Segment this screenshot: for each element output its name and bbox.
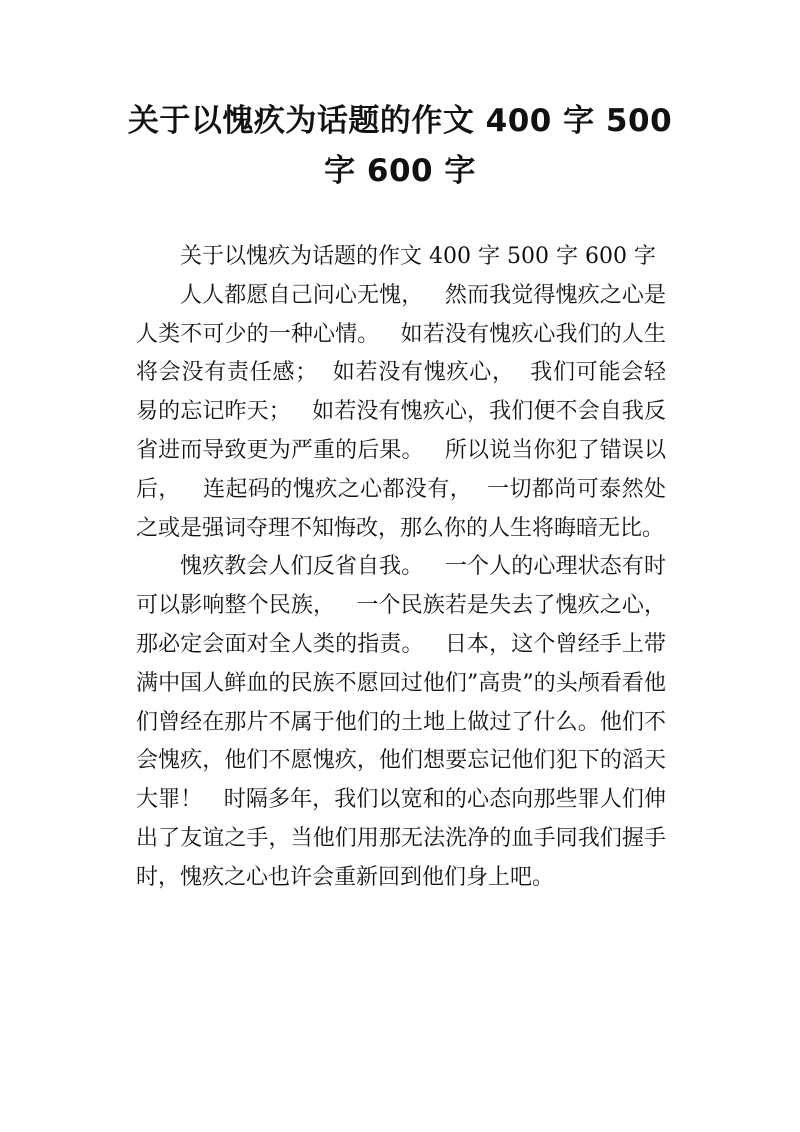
title-line-1: 关于以愧疚为话题的作文 400 字 500	[127, 103, 673, 139]
paragraph-subtitle: 关于以愧疚为话题的作文 400 字 500 字 600 字	[180, 244, 656, 269]
title-line-2: 字 600 字	[324, 153, 476, 189]
document-title	[120, 96, 680, 196]
paragraph-2: 愧疚教会人们反省自我。 一个人的心理状态有时可以影响整个民族， 一个民族若是失去了愧疚之心，那必定会面对全人类的指责。 日本，这个曾经手上带满中国人鲜血的民族不愿回过他们”高贵”的头颅看看他们曾经在那片不属于他们的土地上做过了什么。他们不会愧疚，他们不愿愧疚，他们想要忘记他们犯下的滔天大罪！ 时隔多年，我们以宽和的心态向那些罪人们伸出了友谊之手，当他们用那无法洗净的血手同我们握手时，愧疚之心也许会重新回到他们身上吧。	[136, 554, 666, 890]
paragraph-1: 人人都愿自己问心无愧， 然而我觉得愧疚之心是人类不可少的一种心情。 如若没有愧疚心我们的人生将会没有责任感； 如若没有愧疚心， 我们可能会轻易的忘记昨天； 如若没有愧疚心，我们便不会自我反省进而导致更为严重的后果。 所以说当你犯了错误以后， 连起码的愧疚之心都没有， 一切都尚可泰然处之或是强词夺理不知悔改，那么你的人生将晦暗无比。	[136, 282, 666, 541]
document-body	[136, 238, 666, 898]
